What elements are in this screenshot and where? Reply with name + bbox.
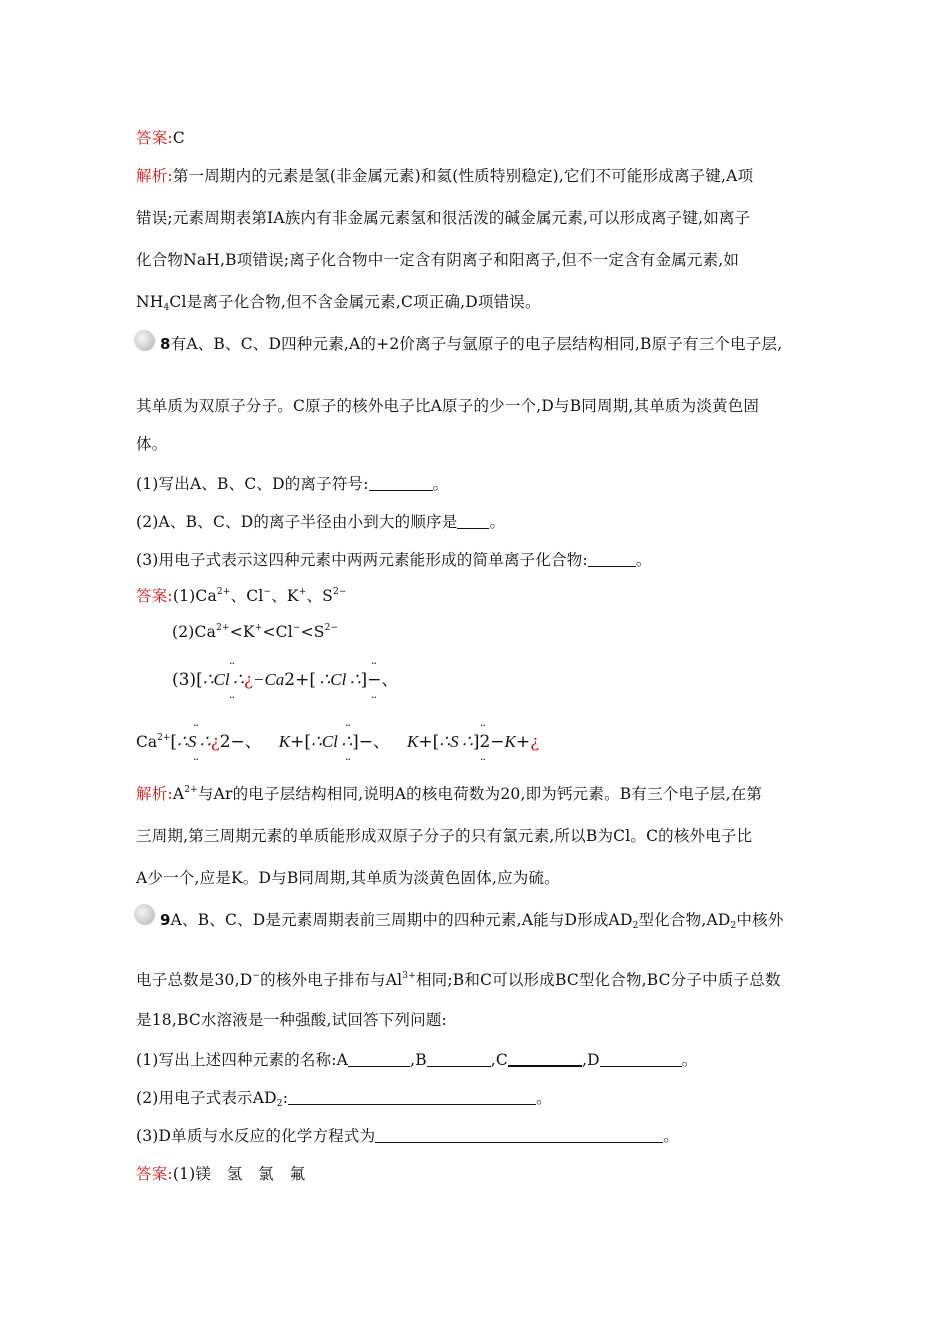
question-8-line [160, 334, 782, 354]
question-8-line [136, 434, 167, 454]
element-symbol: Cl [321, 732, 338, 751]
dots: ∴ [202, 670, 214, 689]
subquestion-text: : [282, 1089, 289, 1107]
answer-blank[interactable] [427, 1052, 491, 1067]
question-bullet-icon [134, 330, 154, 350]
explanation-line [136, 166, 753, 186]
explanation-line [136, 868, 560, 888]
dots: ∴ [233, 670, 244, 689]
explanation-label: 解析: [136, 167, 173, 185]
question-number: 9 [160, 911, 171, 929]
subscript: 2 [730, 921, 737, 931]
answer-9 [136, 1164, 305, 1184]
electron-dots: ·· [193, 719, 198, 732]
ion: (1)Ca [172, 587, 217, 605]
glyph: ¿ [243, 670, 253, 690]
ion: 、S [306, 587, 333, 605]
question-9-line [160, 910, 784, 930]
subquestion-3 [136, 550, 652, 570]
element-symbol: K [278, 732, 291, 751]
question-8-line [136, 396, 759, 416]
charge: 2− [324, 623, 339, 633]
explanation-text: 三周期,第三周期元素的单质能形成双原子分子的只有氯元素,所以B为Cl。C的核外电子比 [136, 827, 753, 845]
question-text: 中核外 [736, 911, 784, 929]
punct: 。 [489, 513, 506, 531]
charge: 2+ [216, 623, 230, 633]
element-symbol: Ca [264, 670, 285, 689]
element-symbol: S [450, 732, 459, 751]
charge: ]2− [472, 732, 505, 752]
explanation-line [136, 208, 750, 228]
answer-text: C [172, 129, 185, 147]
charge: + [254, 623, 263, 633]
charge: − [252, 670, 265, 689]
punct: 。 [663, 1127, 679, 1145]
question-9-line [136, 1010, 447, 1030]
question-text: 其单质为双原子分子。C原子的核外电子比A原子的少一个,D与B同周期,其单质为淡黄色固 [136, 397, 760, 415]
question-text: 型化合物,AD [638, 911, 731, 929]
question-9-line [136, 970, 781, 990]
electron-formula-line [172, 670, 398, 690]
answer-label: 答案: [136, 129, 173, 147]
answer-blank[interactable] [457, 514, 489, 529]
charge: 2+ [157, 733, 171, 743]
answer-8-part-1 [136, 586, 347, 606]
question-text: A、B、C、D是元素周期表前三周期中的四种元素,A能与D形成AD [170, 911, 633, 929]
answer-blank[interactable] [369, 476, 433, 491]
ion: <S [300, 623, 325, 641]
charge: 2+ [216, 587, 231, 597]
answer-8-part-2 [172, 622, 338, 642]
subquestion-2 [136, 512, 505, 532]
subquestion-text: (3)D单质与水反应的化学方程式为 [136, 1127, 376, 1145]
subquestion-text: ,D [581, 1051, 600, 1069]
element-symbol: S [187, 732, 197, 751]
electron-formula-line [136, 732, 539, 752]
explanation-text: A [172, 785, 185, 803]
answer-line [136, 128, 185, 148]
charge: 2+ [184, 785, 198, 795]
answer-text: (1)镁 氢 氯 氟 [172, 1165, 306, 1183]
electron-dots: ·· [371, 691, 376, 704]
punct: 。 [635, 551, 652, 569]
bracket: ]−、 [360, 670, 399, 690]
question-text: 有A、B、C、D四种元素,A的+2价离子与氩原子的电子层结构相同,B原子有三个电子层, [170, 335, 783, 353]
answer-blank[interactable] [508, 1051, 582, 1067]
element-symbol: Ca [136, 733, 158, 751]
charge: − [252, 971, 261, 981]
electron-dots: ·· [229, 657, 234, 670]
answer-blank[interactable] [588, 552, 636, 567]
question-bullet-icon [134, 904, 154, 924]
subquestion-text: (1)写出A、B、C、D的离子符号: [136, 475, 369, 493]
electron-dots: ·· [229, 691, 234, 704]
subquestion-text: ,B [410, 1051, 427, 1069]
dots: ∴ [462, 732, 473, 751]
explanation-line [136, 250, 739, 270]
explanation-text: 化合物NaH,B项错误;离子化合物中一定含有阴离子和阳离子,但不一定含有金属元素,如 [136, 251, 740, 269]
punct: 。 [432, 475, 449, 493]
explanation-label: 解析: [136, 785, 173, 803]
ion: 、Cl [230, 587, 264, 605]
charge: 2−、 [219, 732, 262, 752]
question-text: 体。 [136, 435, 168, 453]
charge: 3+ [402, 971, 416, 981]
bracket: (3)[ [172, 670, 203, 690]
subquestion-text: (3)用电子式表示这四种元素中两两元素能形成的简单离子化合物: [136, 551, 588, 569]
charge: − [292, 623, 301, 633]
explanation-text: 与Ar的电子层结构相同,说明A的核电荷数为20,即为钙元素。B有三个电子层,在第 [197, 785, 763, 803]
ion: 、K [271, 587, 299, 605]
explanation-line [136, 292, 541, 312]
explanation-line [136, 784, 762, 804]
subquestion-1 [136, 1050, 697, 1070]
dots: ∴ [349, 670, 361, 689]
subquestion-3 [136, 1126, 679, 1146]
subquestion-text: (2)A、B、C、D的离子半径由小到大的顺序是 [136, 513, 458, 531]
subscript: 2 [276, 1099, 283, 1109]
charge: + [515, 732, 531, 752]
dots: ∴ [341, 732, 353, 751]
answer-blank[interactable] [348, 1052, 410, 1067]
bracket: [ [170, 732, 178, 752]
subscript: 2 [632, 921, 639, 931]
answer-label: 答案: [136, 587, 173, 605]
explanation-text: 错误;元素周期表第ⅠA族内有非金属元素氢和很活泼的碱金属元素,可以形成离子键,如离子 [136, 209, 751, 227]
answer-blank[interactable] [288, 1090, 536, 1105]
electron-dots: ·· [480, 719, 485, 732]
subscript: 4 [163, 303, 170, 313]
bracket: +[ [418, 732, 440, 752]
subquestion-1 [136, 474, 448, 494]
punct: 。 [681, 1051, 698, 1069]
subquestion-text: (2)用电子式表示AD [136, 1089, 277, 1107]
element-symbol: Cl [213, 670, 230, 689]
dots: ∴ [177, 732, 188, 751]
answer-label: 答案: [136, 1165, 173, 1183]
explanation-text: 第一周期内的元素是氢(非金属元素)和氦(性质特别稳定),它们不可能形成离子键,A项 [172, 167, 754, 185]
explanation-text: Cl是离子化合物,但不含金属元素,C项正确,D项错误。 [169, 293, 541, 311]
electron-dots: ·· [345, 719, 350, 732]
charge: 2+[ [284, 670, 316, 690]
question-text: 电子总数是30,D [136, 971, 253, 989]
bracket: +[ [290, 732, 312, 752]
ion: <Cl [262, 623, 293, 641]
bracket: ]−、 [352, 732, 391, 752]
element-symbol: K [504, 732, 516, 751]
dots: ∴ [199, 732, 211, 751]
punct: 。 [536, 1089, 552, 1107]
ion: <K [229, 623, 255, 641]
question-text: 是18,BC水溶液是一种强酸,试回答下列问题: [136, 1011, 447, 1029]
glyph: ¿ [210, 732, 220, 752]
question-text: 相同;B和C可以形成BC型化合物,BC分子中质子总数 [415, 971, 781, 989]
subquestion-text: ,C [490, 1051, 508, 1069]
charge: + [298, 587, 307, 597]
dots: ∴ [319, 670, 331, 689]
answer-blank[interactable] [600, 1052, 682, 1067]
answer-blank[interactable] [375, 1128, 663, 1143]
electron-dots: ·· [371, 657, 376, 670]
dots: ∴ [439, 732, 451, 751]
subquestion-2 [136, 1088, 552, 1108]
electron-dots: ·· [480, 753, 485, 766]
question-text: 的核外电子排布与Al [260, 971, 403, 989]
electron-dots: ·· [345, 753, 350, 766]
explanation-text: A少一个,应是K。D与B同周期,其单质为淡黄色固体,应为硫。 [136, 869, 560, 887]
explanation-text: NH [136, 293, 164, 311]
element-symbol: K [407, 732, 419, 751]
glyph: ¿ [530, 732, 540, 752]
ion: (2)Ca [172, 623, 217, 641]
charge: 2− [333, 587, 347, 597]
dots: ∴ [311, 732, 322, 751]
electron-dots: ·· [193, 753, 198, 766]
question-number: 8 [160, 335, 171, 353]
element-symbol: Cl [330, 670, 347, 689]
subquestion-text: (1)写出上述四种元素的名称:A [136, 1051, 349, 1069]
charge: − [263, 587, 272, 597]
explanation-line [136, 826, 752, 846]
